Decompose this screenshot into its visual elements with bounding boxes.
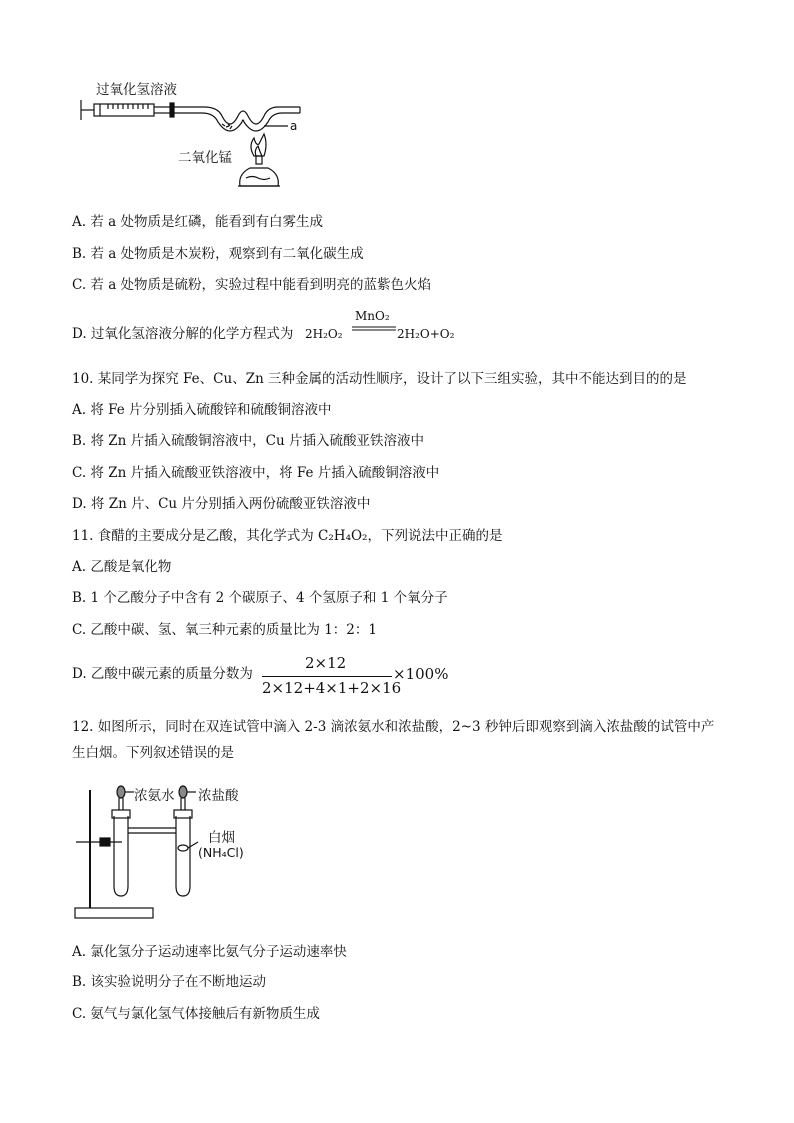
q11-option-c: C. 乙酸中碳、氢、氧三种元素的质量比为 1：2：1 — [72, 622, 377, 638]
q12-stem-line-1: 12. 如图所示，同时在双连试管中滴入 2-3 滴浓氨水和浓盐酸，2~3 秒钟后即观察到滴入浓盐酸的试管中产 — [72, 719, 715, 735]
q11-fraction-suffix: ×100% — [393, 665, 449, 683]
q11-option-b: B. 1 个乙酸分子中含有 2 个碳原子、4 个氢原子和 1 个氧分子 — [72, 590, 448, 606]
q12-option-a: A. 氯化氢分子运动速率比氨气分子运动速率快 — [72, 944, 347, 960]
q10-option-a: A. 将 Fe 片分别插入硫酸锌和硫酸铜溶液中 — [72, 402, 332, 418]
q11-fraction-numerator: 2×12 — [305, 654, 347, 672]
fig2-label-white-smoke: 白烟 — [208, 830, 235, 846]
fig1-label-hydrogen-peroxide: 过氧化氢溶液 — [96, 82, 177, 98]
q11-option-d — [72, 665, 253, 683]
q12-option-c: C. 氨气与氯化氢气体接触后有新物质生成 — [72, 1006, 320, 1022]
q9-option-a: A. 若 a 处物质是红磷，能看到有白雾生成 — [72, 214, 323, 230]
q9-option-d — [72, 325, 293, 343]
fig1-label-a: a — [290, 119, 298, 133]
q9-option-d-text: D. 过氧化氢溶液分解的化学方程式为 — [72, 326, 294, 342]
q11-fraction-denominator: 2×12+4×1+2×16 — [262, 679, 402, 697]
q12-option-b: B. 该实验说明分子在不断地运动 — [72, 974, 267, 990]
q9-equation-reactant: 2H₂O₂ — [305, 327, 343, 341]
q9-equation-products: 2H₂O+O₂ — [397, 327, 455, 341]
q9-equation-equals-sign — [352, 325, 396, 333]
fig2-label-hydrochloric-acid: 浓盐酸 — [198, 788, 239, 804]
q9-option-c: C. 若 a 处物质是硫粉，实验过程中能看到明亮的蓝紫色火焰 — [72, 277, 432, 293]
q10-option-c: C. 将 Zn 片插入硫酸亚铁溶液中，将 Fe 片插入硫酸铜溶液中 — [72, 465, 440, 481]
q10-stem: 10. 某同学为探究 Fe、Cu、Zn 三种金属的活动性顺序，设计了以下三组实验，其中不能达到目的的是 — [72, 371, 687, 387]
fig1-label-manganese-dioxide: 二氧化锰 — [178, 150, 232, 166]
q11-fraction-bar — [262, 675, 392, 678]
q9-option-b: B. 若 a 处物质是木炭粉，观察到有二氧化碳生成 — [72, 246, 364, 262]
q11-option-d-text: D. 乙酸中碳元素的质量分数为 — [72, 666, 253, 682]
q10-option-b: B. 将 Zn 片插入硫酸铜溶液中，Cu 片插入硫酸亚铁溶液中 — [72, 433, 424, 449]
q10-option-d: D. 将 Zn 片、Cu 片分别插入两份硫酸亚铁溶液中 — [72, 496, 371, 512]
fig2-label-ammonium-chloride: (NH₄Cl) — [198, 845, 244, 860]
q9-equation-condition: MnO₂ — [355, 309, 390, 323]
fig2-label-ammonia: 浓氨水 — [134, 788, 175, 804]
fig1-apparatus-diagram — [78, 94, 308, 194]
q12-stem-line-2: 生白烟。下列叙述错误的是 — [72, 745, 234, 761]
q11-option-a: A. 乙酸是氧化物 — [72, 559, 172, 575]
q11-stem: 11. 食醋的主要成分是乙酸，其化学式为 C₂H₄O₂，下列说法中正确的是 — [72, 528, 503, 544]
